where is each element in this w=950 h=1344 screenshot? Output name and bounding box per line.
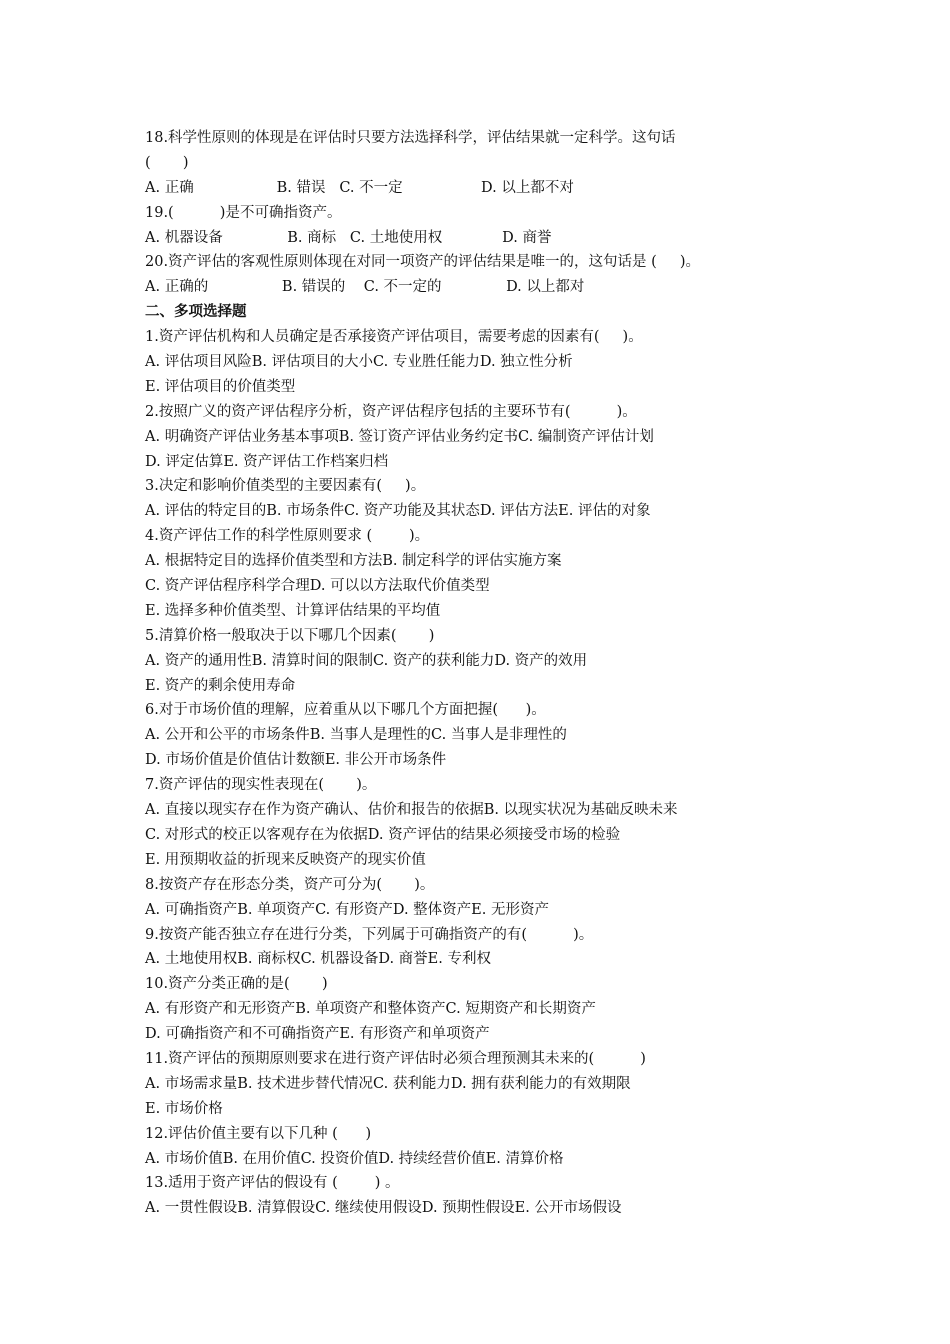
text-line: E. 评估项目的价值类型 bbox=[145, 378, 296, 395]
text-line: D. 市场价值是价值估计数额E. 非公开市场条件 bbox=[145, 752, 447, 769]
text-line: 1.资产评估机构和人员确定是否承接资产评估项目，需要考虑的因素有( )。 bbox=[145, 329, 643, 346]
text-line: E. 选择多种价值类型、计算评估结果的平均值 bbox=[145, 602, 441, 619]
text-line: A. 公开和公平的市场条件B. 当事人是理性的C. 当事人是非理性的 bbox=[145, 727, 567, 744]
text-line: 19.( )是不可确指资产。 bbox=[145, 204, 342, 221]
text-line: D. 可确指资产和不可确指资产E. 有形资产和单项资产 bbox=[145, 1026, 490, 1043]
text-line: 18.科学性原则的体现是在评估时只要方法选择科学，评估结果就一定科学。这句话 bbox=[145, 130, 676, 146]
text-line: A. 市场需求量B. 技术进步替代情况C. 获利能力D. 拥有获利能力的有效期限 bbox=[145, 1075, 631, 1092]
text-line: 20.资产评估的客观性原则体现在对同一项资产的评估结果是唯一的，这句话是 ( )。 bbox=[145, 254, 701, 271]
text-line: A. 机器设备 B. 商标 C. 土地使用权 D. 商誉 bbox=[145, 229, 552, 246]
text-line: A. 土地使用权B. 商标权C. 机器设备D. 商誉E. 专利权 bbox=[145, 951, 491, 968]
document-page bbox=[145, 126, 845, 1221]
text-line: ( ) bbox=[145, 154, 189, 171]
text-line: C. 对形式的校正以客观存在为依据D. 资产评估的结果必须接受市场的检验 bbox=[145, 826, 621, 843]
text-line: E. 资产的剩余使用寿命 bbox=[145, 677, 296, 694]
text-line: A. 市场价值B. 在用价值C. 投资价值D. 持续经营价值E. 清算价格 bbox=[145, 1150, 564, 1167]
text-line: A. 明确资产评估业务基本事项B. 签订资产评估业务约定书C. 编制资产评估计划 bbox=[145, 428, 654, 445]
text-line: C. 资产评估程序科学合理D. 可以以方法取代价值类型 bbox=[145, 578, 490, 595]
text-line: 7.资产评估的现实性表现在( )。 bbox=[145, 777, 377, 794]
text-line: A. 正确的 B. 错误的 C. 不一定的 D. 以上都对 bbox=[145, 279, 585, 296]
text-line: 6.对于市场价值的理解，应着重从以下哪几个方面把握( )。 bbox=[145, 702, 546, 719]
text-line: A. 资产的通用性B. 清算时间的限制C. 资产的获利能力D. 资产的效用 bbox=[145, 652, 588, 669]
text-line: A. 根据特定目的选择价值类型和方法B. 制定科学的评估实施方案 bbox=[145, 553, 562, 570]
text-line: E. 用预期收益的折现来反映资产的现实价值 bbox=[145, 851, 426, 868]
text-line: E. 市场价格 bbox=[145, 1100, 223, 1117]
text-line: A. 可确指资产B. 单项资产C. 有形资产D. 整体资产E. 无形资产 bbox=[145, 901, 549, 918]
text-line: A. 评估的特定目的B. 市场条件C. 资产功能及其状态D. 评估方法E. 评估的对象 bbox=[145, 503, 651, 520]
text-line: 3.决定和影响价值类型的主要因素有( )。 bbox=[145, 478, 426, 495]
text-line: 13.适用于资产评估的假设有 ( ) 。 bbox=[145, 1175, 400, 1192]
text-line: A. 评估项目风险B. 评估项目的大小C. 专业胜任能力D. 独立性分析 bbox=[145, 354, 573, 371]
text-line: A. 正确 B. 错误 C. 不一定 D. 以上都不对 bbox=[145, 179, 574, 196]
text-line: 4.资产评估工作的科学性原则要求 ( )。 bbox=[145, 528, 430, 545]
text-line: 5.清算价格一般取决于以下哪几个因素( ) bbox=[145, 627, 435, 644]
section-heading: 二、多项选择题 bbox=[145, 304, 247, 321]
text-line: D. 评定估算E. 资产评估工作档案归档 bbox=[145, 453, 389, 470]
text-line: A. 有形资产和无形资产B. 单项资产和整体资产C. 短期资产和长期资产 bbox=[145, 1001, 596, 1018]
text-line: A. 直接以现实存在作为资产确认、估价和报告的依据B. 以现实状况为基础反映未来 bbox=[145, 802, 678, 819]
text-line: 2.按照广义的资产评估程序分析，资产评估程序包括的主要环节有( )。 bbox=[145, 403, 637, 420]
text-line: 12.评估价值主要有以下几种 ( ) bbox=[145, 1125, 372, 1142]
text-line: 8.按资产存在形态分类，资产可分为( )。 bbox=[145, 876, 435, 893]
text-line: 9.按资产能否独立存在进行分类，下列属于可确指资产的有( )。 bbox=[145, 926, 594, 943]
text-line: 10.资产分类正确的是( ) bbox=[145, 976, 328, 993]
text-line: 11.资产评估的预期原则要求在进行资产评估时必须合理预测其未来的( ) bbox=[145, 1050, 646, 1067]
text-line: A. 一贯性假设B. 清算假设C. 继续使用假设D. 预期性假设E. 公开市场假设 bbox=[145, 1200, 622, 1217]
